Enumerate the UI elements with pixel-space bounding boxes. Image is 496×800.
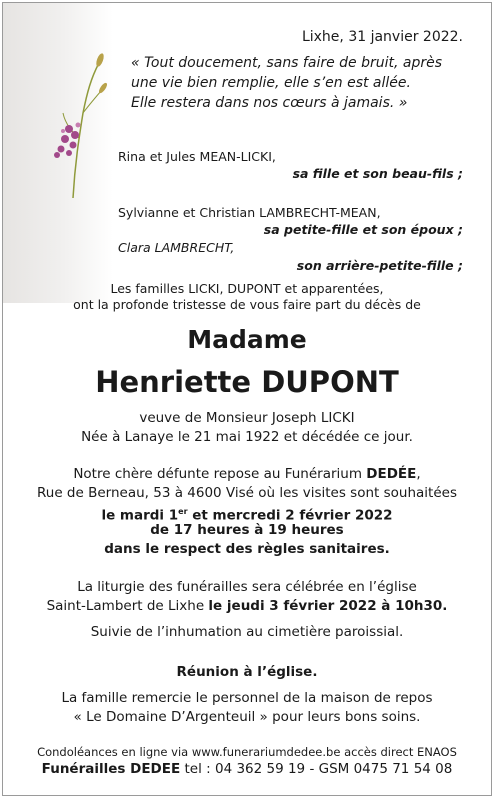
liturgy-line: La liturgie des funérailles sera célébrée en l’église (77, 579, 417, 595)
flower-illustration (43, 43, 113, 203)
announcement-line: Les familles LICKI, DUPONT et apparentées, (110, 281, 384, 296)
quote-line: « Tout doucement, sans faire de bruit, après (131, 55, 443, 71)
memorial-quote (131, 53, 442, 113)
liturgy-date (3, 597, 491, 616)
ceremony-datetime: le jeudi 3 février 2022 à 10h30. (208, 598, 448, 614)
funerarium-address: Rue de Berneau, 53 à 4600 Visé où les visites sont souhaitées (37, 485, 457, 501)
phone-numbers: tel : 04 362 59 19 - GSM 0475 71 54 08 (180, 761, 453, 777)
thanks-line: La famille remercie le personnel de la maison de repos (61, 690, 433, 706)
family-names: Rina et Jules MEAN-LICKI, (118, 149, 276, 164)
family-relation: son arrière-petite-fille ; (296, 258, 463, 273)
text: Notre chère défunte repose au Funérarium (73, 466, 367, 482)
sanitary-rules: dans le respect des règles sanitaires. (104, 541, 390, 557)
widow-line: veuve de Monsieur Joseph LICKI (139, 410, 355, 426)
place-date: Lixhe, 31 janvier 2022. (301, 29, 463, 45)
visit-hours: de 17 heures à 19 heures (150, 522, 344, 538)
deceased-title: Madame (187, 325, 307, 354)
quote-line: une vie bien remplie, elle s’en est allée. (131, 75, 411, 91)
obituary-card (2, 2, 492, 796)
birth-death-line: Née à Lanaye le 21 mai 1922 et décédée ce jour. (81, 429, 413, 445)
text: et mercredi 2 février 2022 (187, 507, 393, 524)
condolences-line: Condoléances en ligne via www.funerariumdedee.be accès direct ENAOS (37, 745, 457, 759)
funerarium-name: DEDÉE (366, 466, 417, 482)
text: le mardi 1 (101, 507, 179, 524)
family-relation: sa petite-fille et son époux ; (263, 222, 463, 237)
family-names: Clara LAMBRECHT, (118, 240, 235, 255)
text: , (416, 466, 421, 482)
reunion-line: Réunion à l’église. (176, 664, 318, 680)
deceased-name: Henriette DUPONT (95, 365, 399, 399)
announcement-line: ont la profonde tristesse de vous faire part du décès de (73, 297, 421, 312)
family-relation: sa fille et son beau-fils ; (292, 166, 463, 181)
quote-line: Elle restera dans nos cœurs à jamais. » (131, 95, 408, 111)
thanks-line: « Le Domaine D’Argenteuil » pour leurs bons soins. (73, 709, 421, 725)
burial-line: Suivie de l’inhumation au cimetière paroissial. (90, 624, 404, 640)
family-names: Sylvianne et Christian LAMBRECHT-MEAN, (118, 205, 381, 220)
contact-line (3, 761, 491, 777)
brand-name: Funérailles DEDEE (41, 761, 181, 777)
superscript: er (178, 507, 188, 516)
text: Saint-Lambert de Lixhe (46, 598, 209, 614)
funerarium-line (3, 465, 491, 484)
